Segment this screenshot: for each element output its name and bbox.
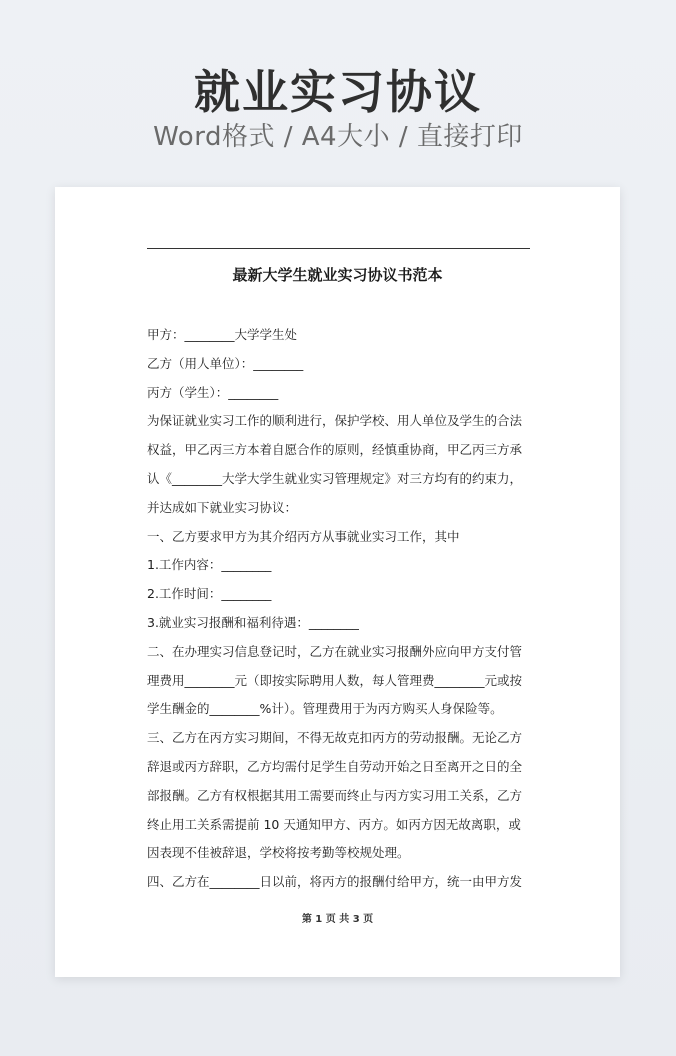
clause-1-item: 3.就业实习报酬和福利待遇：________ [147,614,359,630]
paragraph-line: 并达成如下就业实习协议： [147,499,298,515]
clause-3-line: 辞退或丙方辞职，乙方均需付足学生自劳动开始之日至离开之日的全 [147,758,523,774]
clause-1-item: 1.工作内容：________ [147,557,272,573]
clause-3-line: 因表现不佳被辞退，学校将按考勤等校规处理。 [147,845,410,861]
top-rule [147,248,530,249]
clause-2-line: 二、在办理实习信息登记时，乙方在就业实习报酬外应向甲方支付管 [147,643,523,659]
party-c-line: 丙方（学生）：________ [147,384,279,400]
party-b-line: 乙方（用人单位）：________ [147,355,304,371]
paragraph-line: 认《________大学大学生就业实习管理规定》对三方均有的约束力， [147,470,523,486]
paragraph-line: 为保证就业实习工作的顺利进行，保护学校、用人单位及学生的合法 [147,413,523,429]
document-title: 最新大学生就业实习协议书范本 [232,266,443,284]
document-body [147,321,533,897]
clause-2-line: 理费用________元（即按实际聘用人数，每人管理费________元或按 [147,672,523,688]
document-page [55,187,620,977]
clause-2-line: 学生酬金的________%计）。管理费用于为丙方购买人身保险等。 [147,701,503,717]
clause-1-item: 2.工作时间：________ [147,586,272,602]
clause-3-line: 终止用工关系需提前 10 天通知甲方、丙方。如丙方因无故离职，或 [147,816,521,832]
page-number: 第 1 页 共 3 页 [301,914,374,925]
clause-1-line: 一、乙方要求甲方为其介绍丙方从事就业实习工作，其中 [147,528,460,544]
header-title: 就业实习协议 [194,65,482,119]
clause-4-line: 四、乙方在________日以前，将丙方的报酬付给甲方，统一由甲方发 [147,874,523,890]
clause-3-line: 部报酬。乙方有权根据其用工需要而终止与丙方实习用工关系，乙方 [147,787,523,803]
party-a-line: 甲方：________大学学生处 [147,327,298,342]
paragraph-line: 权益，甲乙丙三方本着自愿合作的原则，经慎重协商，甲乙丙三方承 [147,442,523,458]
header-subtitle: Word格式 / A4大小 / 直接打印 [153,122,523,152]
clause-3-line: 三、乙方在丙方实习期间，不得无故克扣丙方的劳动报酬。无论乙方 [147,730,523,746]
